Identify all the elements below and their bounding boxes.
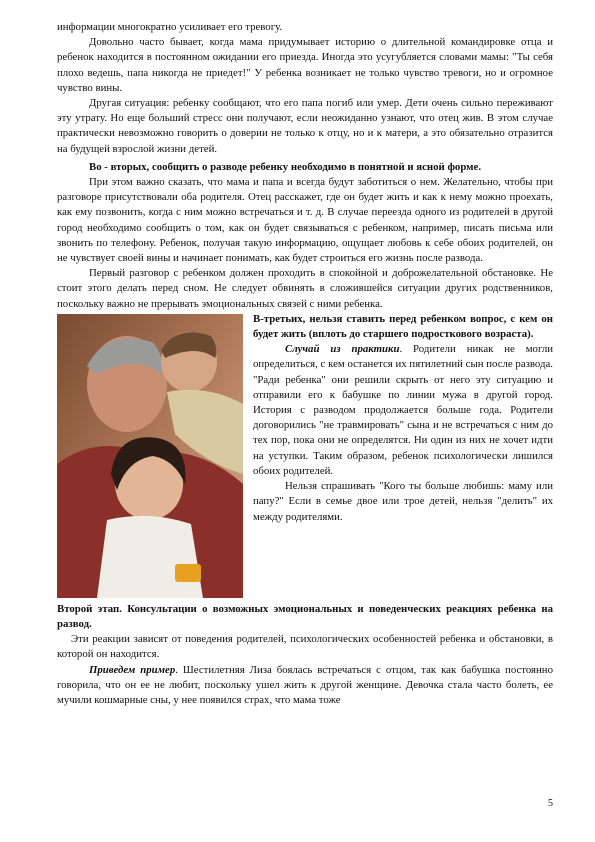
paragraph-12-body: . Шестилетняя Лиза боялась встречаться с отцом, так как бабушка постоянно говорила, что он ее не любит, поскольку ушел жить к другой женщине. Девочка стала часто болеть, ее мучили кошмарные сны, у нее появился страх, что мама тоже	[57, 663, 553, 707]
section-heading-second: Во - вторых, сообщить о разводе ребенку необходимо в понятной и ясной форме.	[89, 160, 482, 173]
family-photo	[57, 314, 243, 598]
paragraph-8-body: . Родители никак не могли определиться, с кем останется их пятилетний сын после развода. "Ради ребенка" они решили скрыть от него эту ситуацию и отправили его к бабушке по линии мужа в другой город. История с разводом продолжается больше года. Родители договорились "не травмировать" сына и не встречаться с ним до тех пор, пока они не определятся. Ни один из них не хочет идти на уступки. Таким образом, ребенок психологически лишился обоих родителей.	[253, 343, 553, 477]
paragraph-3: Другая ситуация: ребенку сообщают, что его папа погиб или умер. Дети очень сильно переживают эту утрату. Но еще больший стресс они получают, если неожиданно узнают, что отец жив. В этом случае практически невозможно говорить о доверии не только к отцу, но и к матери, а это обязательно отразится на будущей взрослой жизни детей.	[57, 97, 553, 155]
paragraph-6-intro	[57, 266, 553, 312]
page-number: 5	[548, 798, 553, 809]
paragraph-9: Нельзя спрашивать "Кого ты больше любишь: маму или папу?" Если в семье двое или трое детей, нельзя "делить" их между родителями.	[253, 480, 553, 523]
paragraph-11: Эти реакции зависят от поведения родителей, психологических особенностей ребенка и обстановки, в которой он находится.	[57, 633, 553, 661]
paragraph-5: При этом важно сказать, что мама и папа и всегда будут заботиться о нем. Желательно, чтобы при разговоре присутствовали оба родителя. Отец расскажет, где он будет жить и как к нему можно проехать, как ему позвонить, когда с ним можно встречаться и т. д. В случае переезда одного из родителей в другой город необходимо сообщить о том, как он будет связываться с ребенком, например, писать письма или звонить по телефону. Ребенок, получая такую информацию, ощущает любовь к себе обоих родителей, он не чувствует своей вины и начинает понимать, как будет строиться его жизнь после развода.	[57, 176, 553, 265]
section-heading-third: В-третьих, нельзя ставить перед ребенком вопрос, с кем он будет жить (вплоть до старшего подросткового возраста).	[253, 312, 553, 341]
paragraph-12	[57, 663, 553, 709]
example-label: Приведем пример	[89, 663, 176, 676]
family-photo-illustration	[57, 314, 243, 598]
case-study-label: Случай из практики	[285, 343, 400, 356]
paragraph-1: информации многократно усиливает его тревогу.	[57, 21, 283, 33]
paragraph-6: Первый разговор с ребенком должен проходить в спокойной и доброжелательной обстановке. Не стоит этого делать перед сном. Не следует обвинять в сложившейся ситуации других родственников, поскольку важно не прерывать эмоциональных связей с ними ребенка.	[57, 267, 553, 310]
paragraph-2: Довольно часто бывает, когда мама придумывает историю о длительной командировке отца и ребенок находится в постоянном ожидании его приезда. Иногда это усугубляется словами мамы: "Ты себя плохо ведешь, папа никогда не приедет!" У ребенка возникает не только чувство тревоги, но и огромное чувство вины.	[57, 36, 553, 94]
section-heading-stage-two: Второй этап. Консультации о возможных эмоциональных и поведенческих реакциях ребенка на развод.	[57, 602, 553, 631]
